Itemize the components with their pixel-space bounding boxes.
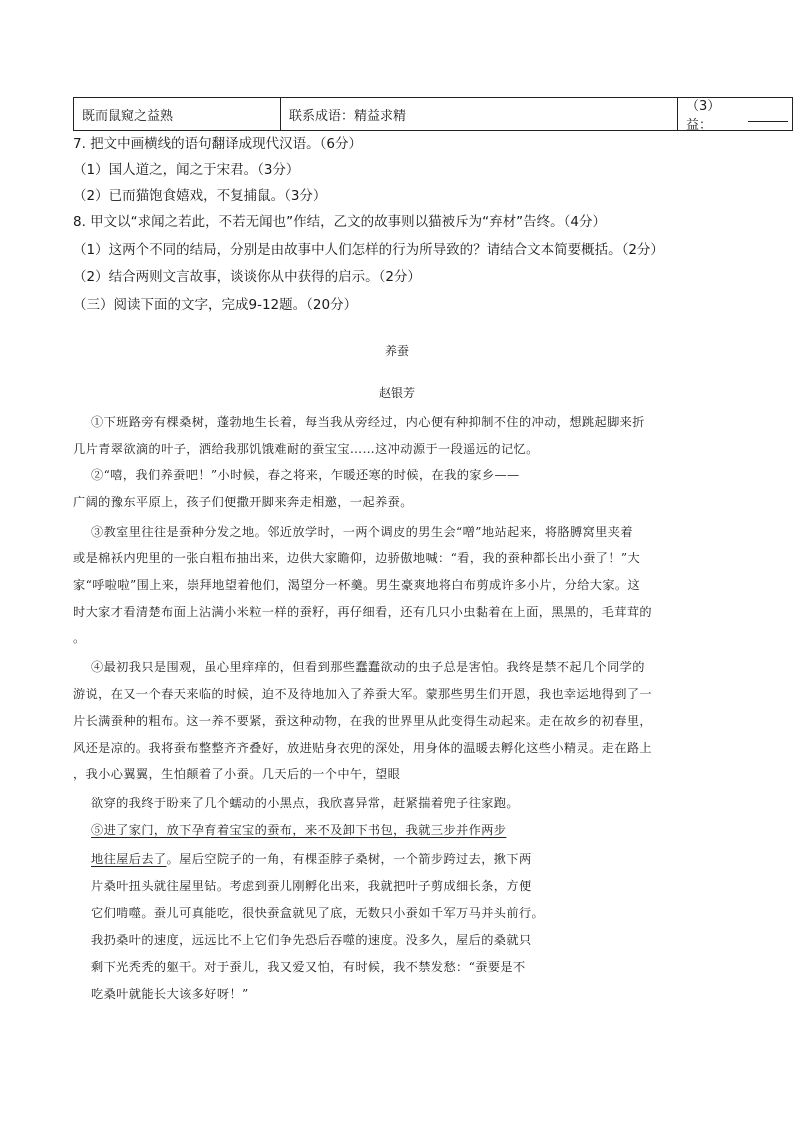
article-author: 赵银芳 [378,386,415,400]
question-7-2: （2）已而猫饱食嬉戏，不复捕鼠。（3分） [73,188,327,204]
answer-blank [748,107,788,122]
table-cell-sentence: 既而鼠窥之益熟 [74,98,281,130]
article-title: 养蚕 [384,344,409,358]
article-line: 广阔的豫东平原上，孩子们便撒开脚来奔走相邀，一起养蚕。 [73,495,413,509]
article-line-underlined: ⑤进了家门，放下孕育着宝宝的蚕布，来不及卸下书包，我就三步并作两步 [91,823,507,837]
underlined-fragment: 地往屋后去了 [91,852,167,866]
article-line: 风还是凉的。我将蚕布整整齐齐叠好，放进贴身衣兜的深处，用身体的温暖去孵化这些小精灵。走在路上 [73,741,653,755]
article-line-rest: 。屋后空院子的一角，有棵歪脖子桑树，一个箭步跨过去，揪下两 [166,852,532,866]
article-line: ②“嘻，我们养蚕吧！”小时候，春之将来，乍暖还寒的时候，在我的家乡—— [91,468,520,482]
article-line: 它们啃噬。蚕儿可真能吃，很快蚕盒就见了底，无数只小蚕如千军万马并头前行。 [91,906,545,920]
article-line: ④最初我只是围观，虽心里痒痒的，但看到那些蠢蠢欲动的虫子总是害怕。我终是禁不起几个同学的 [91,660,645,674]
article-line: 片长满蚕种的粗布。这一养不要紧，蚕这种动物，在我的世界里从此变得生动起来。走在故乡的初春里， [73,714,653,728]
article-line: 我扔桑叶的速度，远远比不上它们争先恐后吞噬的速度。没多久，屋后的桑就只 [91,933,532,947]
article-line-partly-underlined [91,851,532,867]
question-7-1: （1）国人道之，闻之于宋君。（3分） [73,162,300,178]
article-line: 或是棉袄内兜里的一张白粗布抽出来，边供大家瞻仰，边骄傲地喊：“看，我的蚕种都长出小蚕了！”大 [73,551,641,565]
question-7: 7. 把文中画横线的语句翻译成现代汉语。（6分） [73,136,363,152]
article-line: 片桑叶扭头就往屋里钻。考虑到蚕儿刚孵化出来，我就把叶子剪成细长条，方便 [91,879,532,893]
article-line: 欲穿的我终于盼来了几个蠕动的小黑点，我欣喜异常，赶紧揣着兜子往家跑。 [91,796,519,810]
vocab-table-row [73,97,793,131]
article-line: 游说，在又一个春天来临的时候，迫不及待地加入了养蚕大军。蒙那些男生们开恩，我也幸运地得到了一 [73,687,653,701]
article-line: 剩下光秃秃的躯干。对于蚕儿，我又爱又怕，有时候，我不禁发愁：“蚕要是不 [91,960,526,974]
article-line: 几片青翠欲滴的叶子，洒给我那饥饿难耐的蚕宝宝……这冲动源于一段遥远的记忆。 [73,442,539,456]
article-line: 家“呼啦啦”围上来，崇拜地望着他们，渴望分一杯羹。男生豪爽地将白布剪成许多小片，分给大家。这 [73,578,641,592]
table-cell-answer [678,98,792,133]
table-cell-answer-label: （3）益： [686,99,721,133]
article-line: ①下班路旁有棵桑树，蓬勃地生长着，每当我从旁经过，内心便有种抑制不住的冲动，想跳起脚来折 [91,415,645,429]
article-line: 吃桑叶就能长大该多好呀！” [91,987,249,1001]
question-8-1: （1）这两个不同的结局，分别是由故事中人们怎样的行为所导致的？请结合文本简要概括。（2分） [73,242,664,258]
section-3-heading: （三）阅读下面的文字，完成9-12题。（20分） [73,297,358,313]
article-line: 时大家才看清楚布面上沾满小米粒一样的蚕籽，再仔细看，还有几只小虫黏着在上面，黑黑的，毛茸茸的 [73,605,653,619]
table-cell-idiom: 联系成语：精益求精 [281,98,678,130]
question-8: 8. 甲文以“求闻之若此，不若无闻也”作结，乙文的故事则以猫被斥为“弃材”告终。（4分） [73,214,606,230]
question-8-2: （2）结合两则文言故事，谈谈你从中获得的启示。（2分） [73,269,421,285]
article-line: ，我小心翼翼，生怕颠着了小蚕。几天后的一个中午，望眼 [73,767,401,781]
article-line: ③教室里往往是蚕种分发之地。邻近放学时，一两个调皮的男生会“噌”地站起来，将胳膊窝里夹着 [91,525,633,539]
article-line: 。 [73,631,86,645]
